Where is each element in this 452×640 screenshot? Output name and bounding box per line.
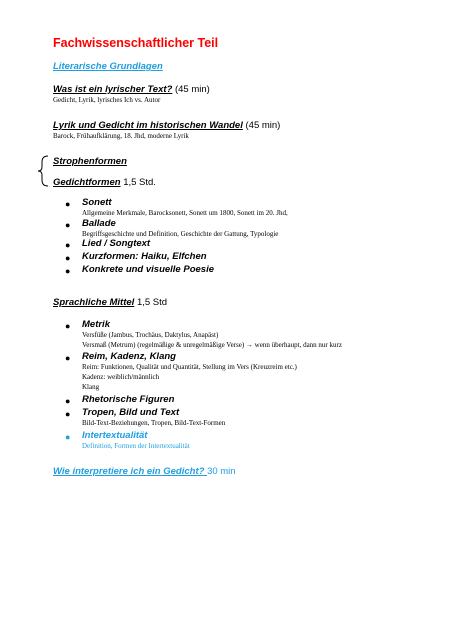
topic-lyrischer-text-detail: Gedicht, Lyrik, lyrisches Ich vs. Autor (53, 96, 161, 104)
list-item-sonett: Sonett (82, 197, 112, 208)
list-item-reim-detail-1: Reim: Funktionen, Qualität und Quantität, Stellung im Vers (Kreuzreim etc.) (82, 363, 297, 371)
topic-gedichtformen-time: 1,5 Std. (120, 177, 156, 188)
bullet-icon: ● (65, 220, 71, 230)
topic-gedichtformen (53, 177, 156, 188)
topic-sprachliche-mittel (53, 297, 167, 308)
topic-historischer-wandel-detail: Barock, Frühaufklärung, 18. Jhd, moderne Lyrik (53, 132, 189, 140)
list-item-rhetorische-figuren: Rhetorische Figuren (82, 394, 175, 405)
bullet-icon: ● (65, 266, 71, 276)
list-item-metrik-detail-2: Versmaß (Metrum) (regelmäßige & unregelmäßige Verse) → wenn überhaupt, dann nur kurz (82, 341, 342, 349)
list-item-ballade: Ballade (82, 218, 116, 229)
topic-interpretieren-time: 30 min (207, 466, 236, 477)
list-item-tropen-detail: Bild-Text-Beziehungen, Tropen, Bild-Text-Formen (82, 419, 226, 427)
topic-historischer-wandel-heading: Lyrik und Gedicht im historischen Wandel (53, 120, 243, 131)
list-item-reim-detail-2: Kadenz: weiblich/männlich (82, 373, 160, 381)
list-item-ballade-detail: Begriffsgeschichte und Definition, Geschichte der Gattung, Typologie (82, 230, 279, 238)
topic-gedichtformen-heading: Gedichtformen (53, 177, 121, 188)
curly-brace-icon (30, 154, 52, 188)
topic-interpretieren-heading: Wie interpretiere ich ein Gedicht? (53, 466, 208, 477)
list-item-kurzformen: Kurzformen: Haiku, Elfchen (82, 251, 207, 262)
bullet-icon: ● (65, 409, 71, 419)
topic-interpretieren (53, 466, 236, 477)
list-item-intertextualitaet: Intertextualität (82, 430, 148, 441)
list-item-lied: Lied / Songtext (82, 238, 151, 249)
list-item-intertextualitaet-detail: Definition, Formen der Intertextualität (82, 442, 190, 450)
list-item-metrik: Metrik (82, 319, 110, 330)
bullet-icon: ● (65, 396, 71, 406)
bullet-icon: ● (65, 321, 71, 331)
list-item-reim: Reim, Kadenz, Klang (82, 351, 176, 362)
list-item-reim-detail-3: Klang (82, 383, 100, 391)
bullet-icon: ● (65, 240, 71, 250)
topic-historischer-wandel (53, 120, 280, 131)
topic-lyrischer-text-heading: Was ist ein lyrischer Text? (53, 84, 173, 95)
topic-lyrischer-text (53, 84, 210, 95)
list-item-sonett-detail: Allgemeine Merkmale, Barocksonett, Sonett um 1800, Sonett im 20. Jhd, (82, 209, 288, 217)
page-title: Fachwissenschaftlicher Teil (53, 36, 219, 50)
bullet-icon: ● (65, 253, 71, 263)
bullet-icon: ● (65, 432, 71, 442)
list-item-konkrete-poesie: Konkrete und visuelle Poesie (82, 264, 214, 275)
list-item-metrik-detail-1: Versfüße (Jambus, Trochäus, Daktylus, Anapäst) (82, 331, 219, 339)
bullet-icon: ● (65, 199, 71, 209)
topic-sprachliche-mittel-heading: Sprachliche Mittel (53, 297, 135, 308)
topic-sprachliche-mittel-time: 1,5 Std (134, 297, 168, 308)
section-heading-literarische-grundlagen: Literarische Grundlagen (53, 61, 163, 72)
bullet-icon: ● (65, 353, 71, 363)
list-item-tropen: Tropen, Bild und Text (82, 407, 180, 418)
topic-strophenformen: Strophenformen (53, 156, 127, 167)
topic-historischer-wandel-time: (45 min) (242, 120, 281, 131)
topic-lyrischer-text-time: (45 min) (172, 84, 210, 95)
